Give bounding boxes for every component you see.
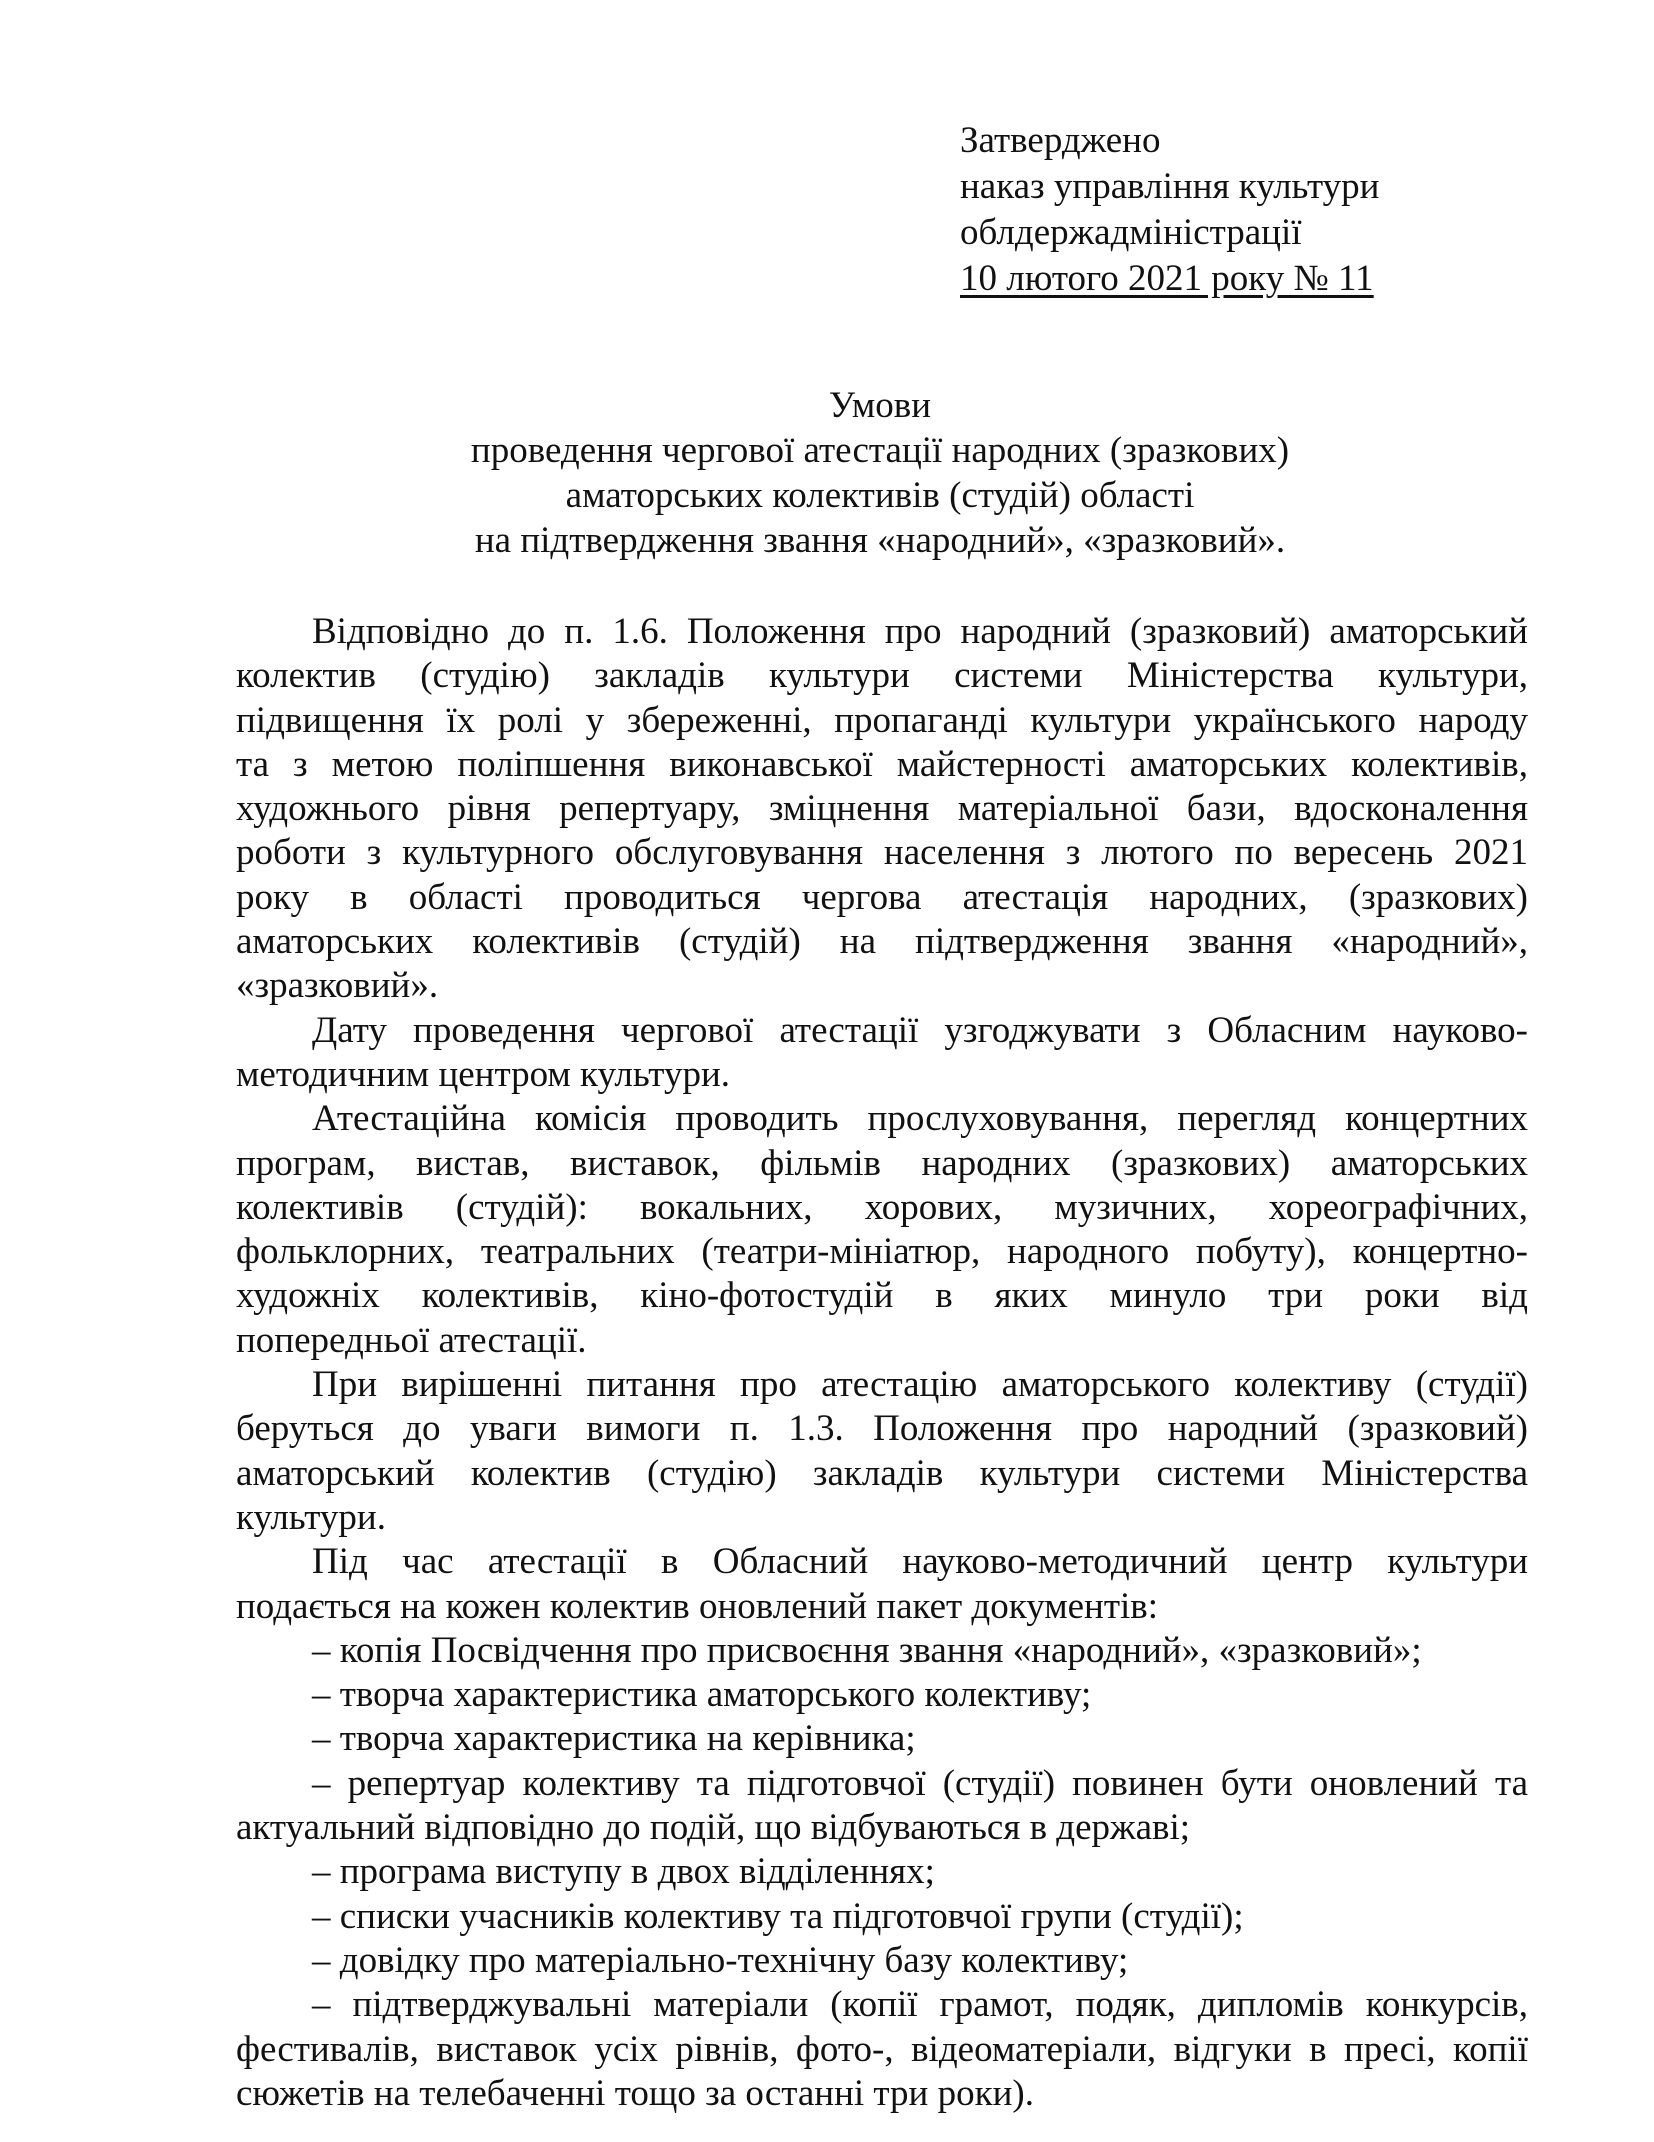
paragraph-line: підвищення їх ролі у збереженні, пропаганді культури українського народу: [236, 699, 1528, 741]
required-documents-list: [236, 1629, 1528, 2116]
title-line-2: аматорських колективів (студій) області: [565, 475, 1195, 516]
approval-line-order: наказ управління культури: [960, 166, 1380, 207]
list-item: – творча характеристика аматорського колективу;: [312, 1674, 1092, 1716]
paragraph-1: [236, 610, 1528, 1009]
title-line-3: на підтвердження звання «народний», «зразковий».: [474, 520, 1286, 561]
paragraph-line: культури.: [236, 1496, 386, 1538]
paragraph-line: методичним центром культури.: [236, 1053, 731, 1095]
paragraph-line: фольклорних, театральних (театри-мініатюр, народного побуту), концертно-: [236, 1231, 1528, 1273]
paragraph-line: роботи з культурного обслуговування населення з лютого по вересень 2021: [236, 832, 1528, 874]
list-item: – копія Посвідчення про присвоєння звання «народний», «зразковий»;: [312, 1629, 1422, 1671]
title-line-1: проведення чергової атестації народних (зразкових): [470, 430, 1290, 471]
paragraph-3: [236, 1097, 1528, 1363]
list-item: – програма виступу в двох відділеннях;: [312, 1851, 935, 1893]
approval-line-approved: Затверджено: [960, 120, 1161, 161]
paragraph-line: та з метою поліпшення виконавської майстерності аматорських колективів,: [236, 743, 1528, 785]
paragraph-4: [236, 1363, 1528, 1540]
paragraph-line: Відповідно до п. 1.6. Положення про народний (зразковий) аматорський: [312, 611, 1528, 652]
paragraph-line: Атестаційна комісія проводить прослуховування, перегляд концертних: [312, 1098, 1528, 1140]
list-item: – репертуар колективу та підготовчої (студії) повинен бути оновлений та: [312, 1762, 1528, 1804]
approval-line-date-number: 10 лютого 2021 року № 11: [960, 258, 1374, 299]
title-heading: Умови: [828, 385, 932, 426]
paragraph-line: колективів (студій): вокальних, хорових, музичних, хореографічних,: [236, 1186, 1528, 1228]
paragraph-line: «зразковий».: [236, 965, 439, 1007]
paragraph-line: аматорський колектив (студію) закладів культури системи Міністерства: [236, 1452, 1528, 1494]
list-item-continuation: сюжетів на телебаченні тощо за останні три роки).: [236, 2072, 1034, 2114]
list-item: – творча характеристика на керівника;: [312, 1718, 916, 1760]
list-item: – підтверджувальні матеріали (копії грамот, подяк, дипломів конкурсів,: [312, 1984, 1528, 2026]
paragraph-line: програм, вистав, виставок, фільмів народних (зразкових) аматорських: [236, 1142, 1528, 1184]
paragraph-2: [236, 1009, 1528, 1098]
paragraph-line: аматорських колективів (студій) на підтвердження звання «народний»,: [236, 921, 1528, 963]
list-item-continuation: фестивалів, виставок усіх рівнів, фото-, відеоматеріали, відгуки в пресі, копії: [236, 2028, 1528, 2070]
paragraph-line: беруться до уваги вимоги п. 1.3. Положення про народний (зразковий): [236, 1408, 1528, 1450]
paragraph-line: року в області проводиться чергова атестація народних, (зразкових): [236, 876, 1528, 918]
paragraph-line: колектив (студію) закладів культури системи Міністерства культури,: [236, 655, 1528, 697]
paragraph-5: [236, 1540, 1528, 1629]
list-item: – довідку про матеріально-технічну базу колективу;: [312, 1939, 1129, 1981]
document-body: [236, 610, 1528, 2116]
approval-line-administration: облдержадміністрації: [960, 212, 1302, 253]
paragraph-line: Дату проведення чергової атестації узгоджувати з Обласним науково-: [312, 1009, 1528, 1051]
paragraph-line: подається на кожен колектив оновлений пакет документів:: [236, 1585, 1159, 1627]
list-item-continuation: актуальний відповідно до подій, що відбуваються в державі;: [236, 1807, 1191, 1849]
paragraph-line: попередньої атестації.: [236, 1319, 587, 1361]
paragraph-line: Під час атестації в Обласний науково-методичний центр культури: [312, 1541, 1528, 1583]
approval-stamp-block: [960, 118, 1379, 302]
document-title: [230, 383, 1530, 563]
paragraph-line: При вирішенні питання про атестацію аматорського колективу (студії): [312, 1364, 1528, 1406]
paragraph-line: художнього рівня репертуару, зміцнення матеріальної бази, вдосконалення: [236, 788, 1528, 830]
list-item: – списки учасників колективу та підготовчої групи (студії);: [312, 1895, 1244, 1937]
paragraph-line: художніх колективів, кіно-фотостудій в яких минуло три роки від: [236, 1275, 1528, 1317]
